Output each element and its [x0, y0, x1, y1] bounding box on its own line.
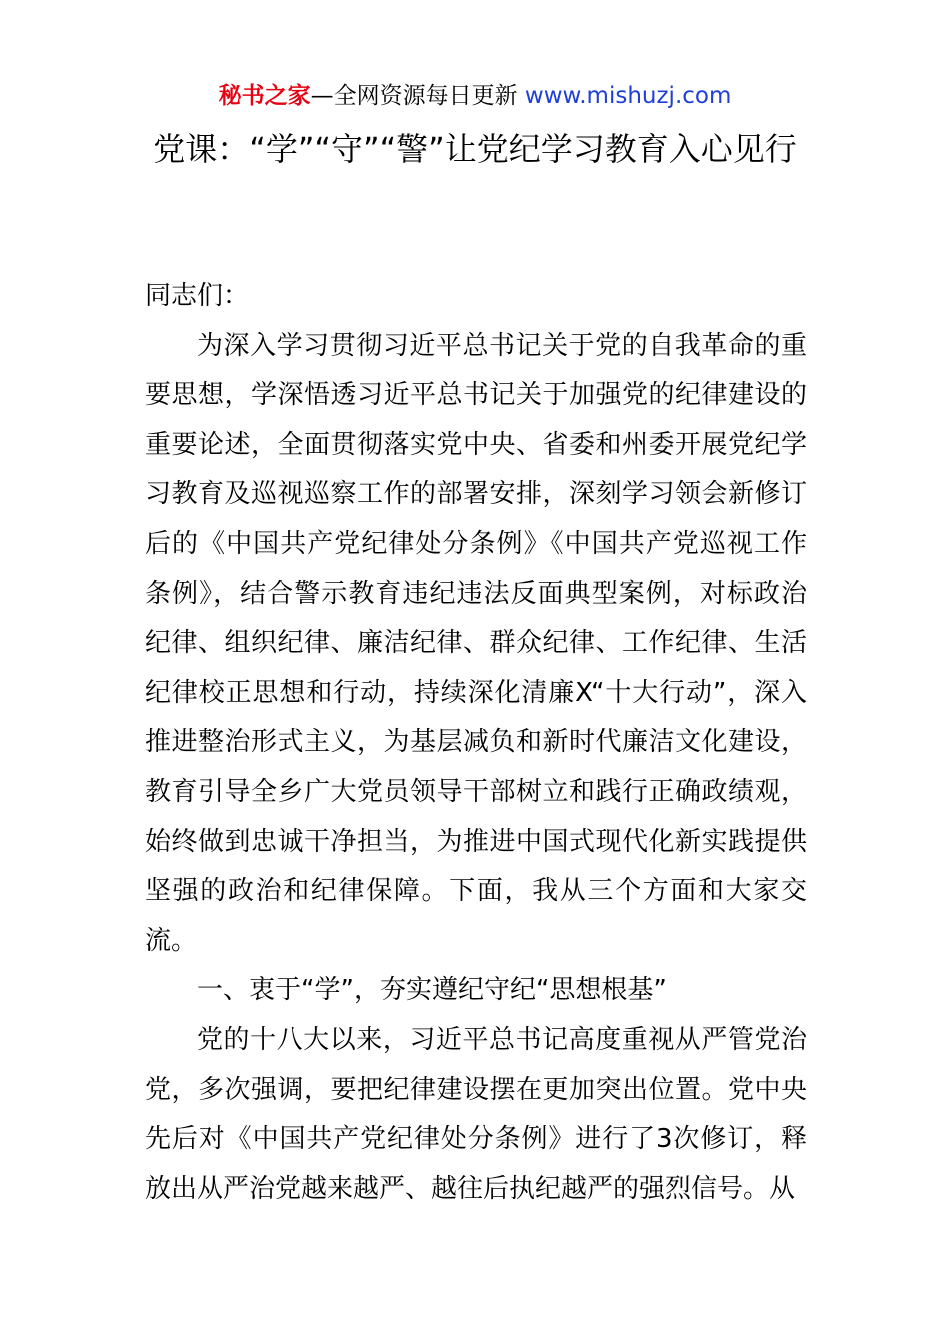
site-url-link[interactable]: www.mishuzj.com — [524, 83, 732, 109]
site-header — [0, 80, 950, 112]
salutation: 同志们： — [145, 281, 250, 311]
document-body — [145, 272, 807, 1214]
body-paragraph: 党的十八大以来，习近平总书记高度重视从严管党治党，多次强调，要把纪律建设摆在更加突出位置。党中央先后对《中国共产党纪律处分条例》进行了3次修订，释放出从严治党越来越严、越往后执纪越严的强烈信号。从 — [145, 1024, 807, 1204]
section-heading: 一、衷于“学”，夯实遵纪守纪“思想根基” — [197, 975, 667, 1006]
site-brand: 秘书之家 — [218, 83, 311, 109]
body-paragraph: 为深入学习贯彻习近平总书记关于党的自我革命的重要思想，学深悟透习近平总书记关于加强党的纪律建设的重要论述，全面贯彻落实党中央、省委和州委开展党纪学习教育及巡视巡察工作的部署安排，深刻学习领会新修订后的《中国共产党纪律处分条例》《中国共产党巡视工作条例》，结合警示教育违纪违法反面典型案例，对标政治纪律、组织纪律、廉洁纪律、群众纪律、工作纪律、生活纪律校正思想和行动，持续深化清廉X“十大行动”，深入推进整治形式主义，为基层减负和新时代廉洁文化建设，教育引导全乡广大党员领导干部树立和践行正确政绩观，始终做到忠诚干净担当，为推进中国式现代化新实践提供坚强的政治和纪律保障。下面，我从三个方面和大家交流。 — [145, 330, 807, 956]
header-tagline: —全网资源每日更新 — [310, 83, 525, 109]
document-title: 党课：“学”“守”“警”让党纪学习教育入心见行 — [153, 130, 797, 168]
